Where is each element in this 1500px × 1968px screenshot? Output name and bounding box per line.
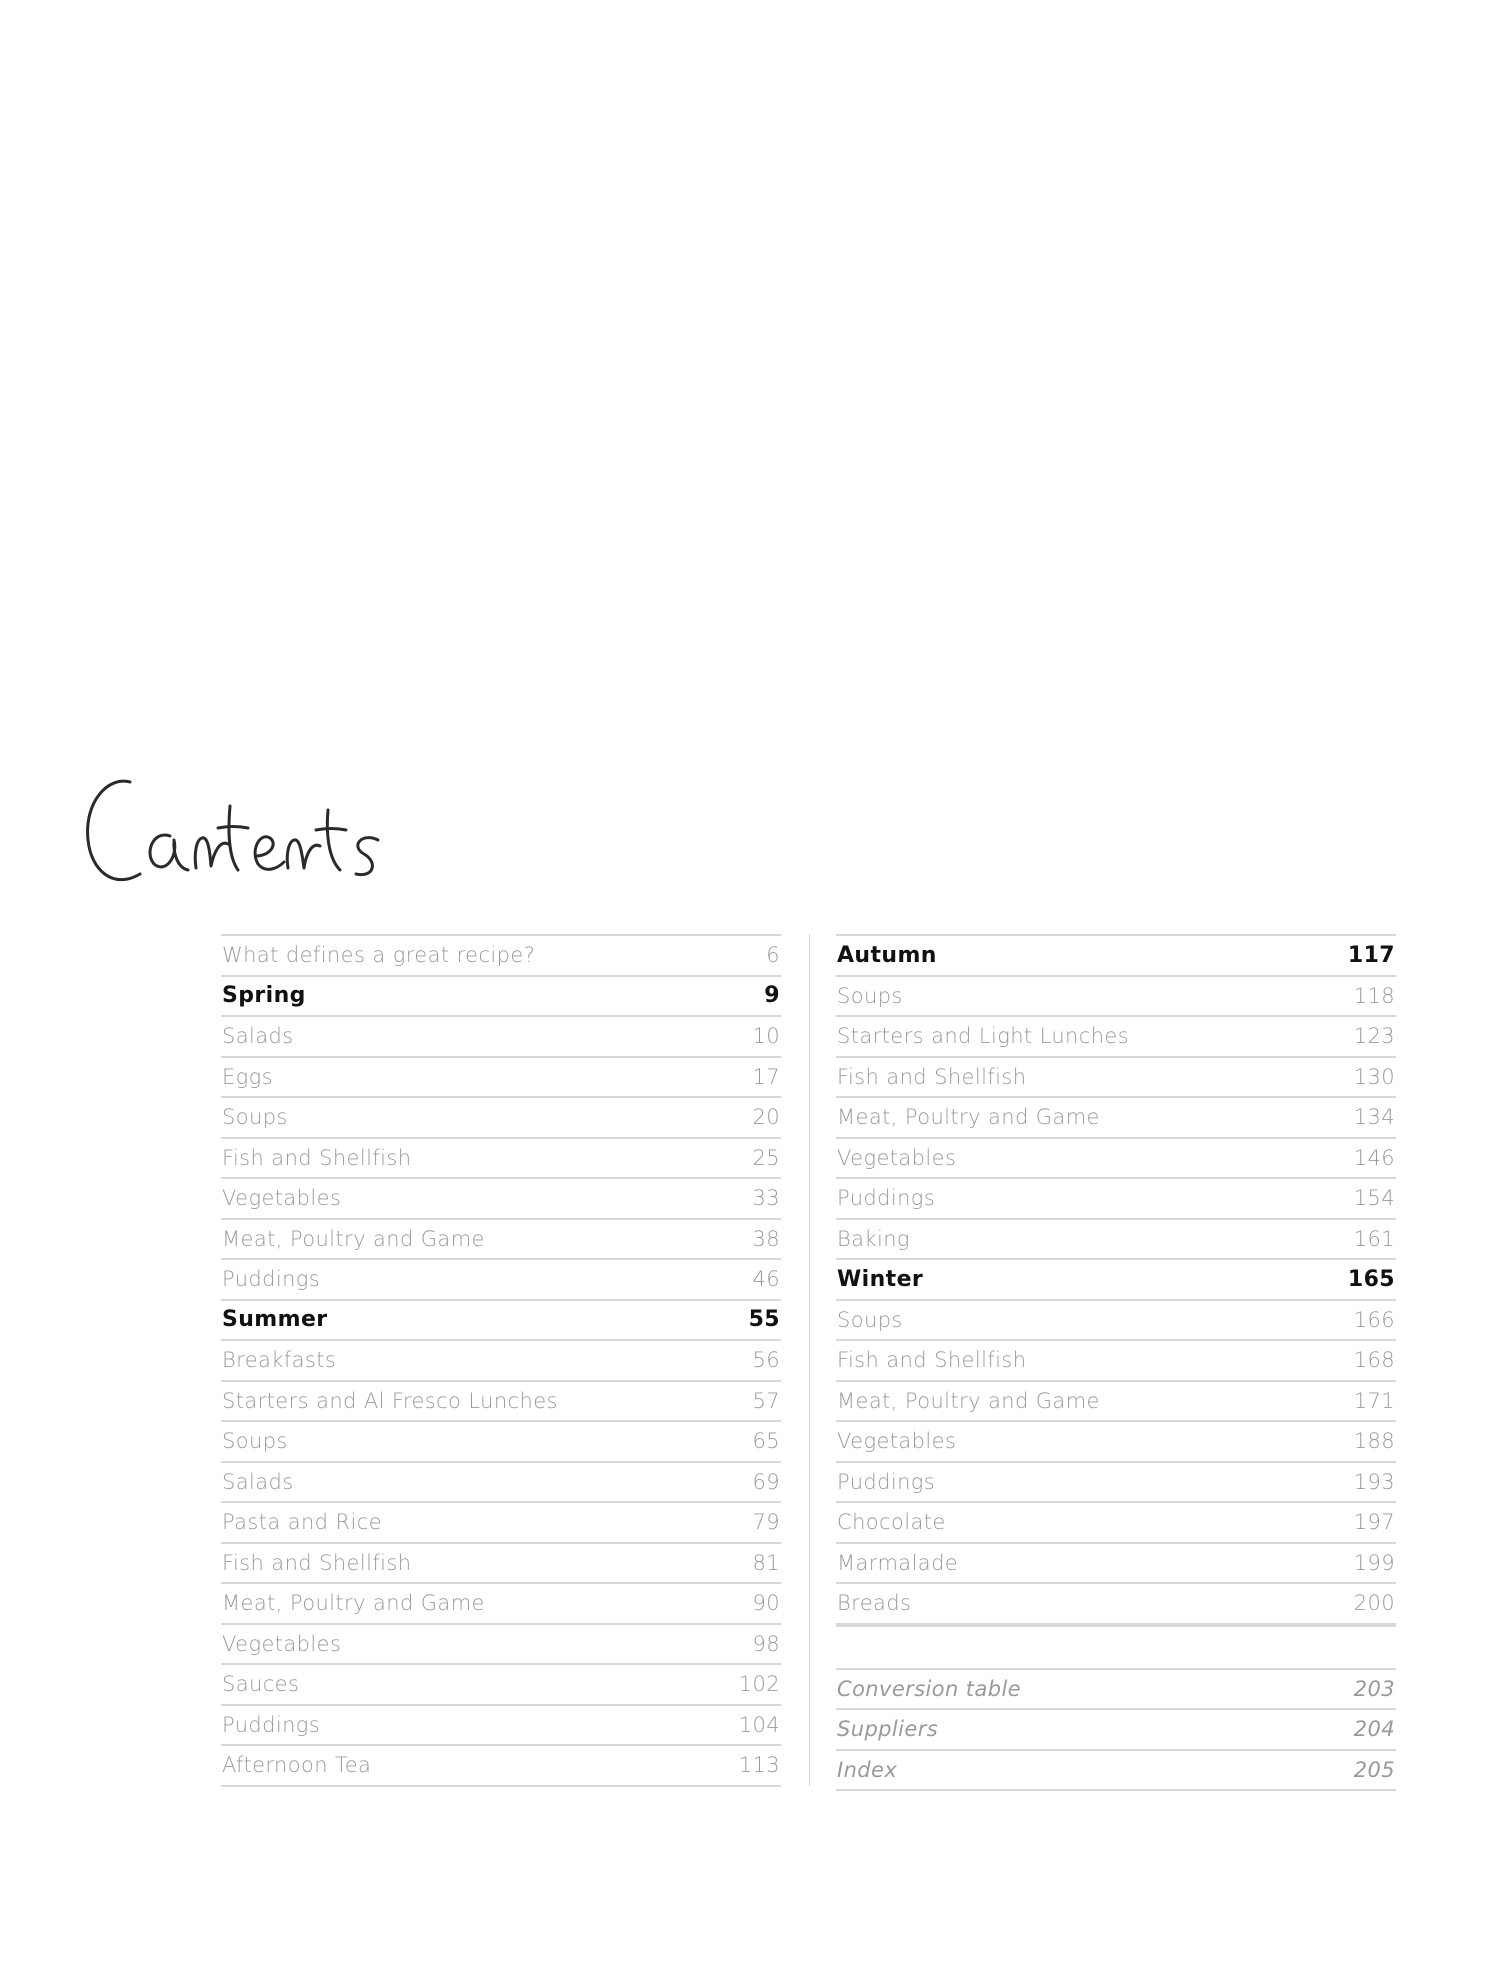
toc-entry-label: Meat, Poultry and Game [222,1591,485,1616]
toc-entry[interactable] [836,1501,1396,1542]
toc-entry-label: Starters and Light Lunches [837,1024,1130,1049]
toc-page-number: 65 [752,1429,780,1454]
toc-entry[interactable] [836,1668,1396,1709]
contents-left-column [221,934,781,1787]
toc-entry-label: Vegetables [222,1631,342,1656]
toc-page-number: 205 [1353,1757,1395,1782]
toc-entry-label: Soups [837,1307,903,1332]
contents-right-column [836,934,1396,1791]
toc-page-number: 46 [752,1267,780,1292]
toc-entry[interactable] [221,1623,781,1664]
toc-page-number: 204 [1353,1717,1395,1742]
toc-page-number: 197 [1353,1510,1395,1535]
toc-entry[interactable] [221,1582,781,1623]
toc-entry-label: Summer [222,1307,328,1333]
contents-handwritten-title [78,770,408,910]
toc-entry[interactable] [836,975,1396,1016]
toc-page-number: 104 [738,1712,780,1737]
toc-entry[interactable] [836,1542,1396,1583]
toc-entry-label: Soups [222,1429,288,1454]
toc-entry[interactable] [836,1339,1396,1380]
toc-page-number: 55 [748,1307,780,1333]
toc-entry[interactable] [221,1704,781,1745]
toc-entry[interactable] [836,1096,1396,1137]
toc-section-heading[interactable] [221,975,781,1016]
toc-entry[interactable] [221,1542,781,1583]
toc-page-number: 90 [752,1591,780,1616]
toc-page-number: 165 [1347,1266,1395,1292]
toc-page-number: 10 [752,1024,780,1049]
toc-entry-label: Suppliers [837,1717,939,1742]
toc-page-number: 20 [752,1105,780,1130]
toc-entry[interactable] [221,1056,781,1097]
toc-entry-label: Sauces [222,1672,300,1697]
toc-section-heading[interactable] [221,1299,781,1340]
toc-entry-label: Baking [837,1226,910,1251]
toc-entry-label: Autumn [837,942,937,968]
toc-entry-label: Salads [222,1469,294,1494]
toc-entry-label: Fish and Shellfish [222,1550,412,1575]
toc-page-number: 123 [1353,1024,1395,1049]
toc-entry[interactable] [836,1461,1396,1502]
column-divider [809,934,810,1786]
toc-entry[interactable] [221,1177,781,1218]
toc-entry[interactable] [836,1420,1396,1461]
toc-entry[interactable] [221,1380,781,1421]
toc-page-number: 161 [1353,1226,1395,1251]
toc-entry[interactable] [836,1299,1396,1340]
toc-entry-label: Soups [837,983,903,1008]
toc-page-number: 130 [1353,1064,1395,1089]
toc-entry[interactable] [221,1744,781,1787]
toc-entry[interactable] [836,1708,1396,1749]
toc-page-number: 25 [752,1145,780,1170]
toc-page-number: 17 [752,1064,780,1089]
toc-page-number: 166 [1353,1307,1395,1332]
toc-page-number: 69 [752,1469,780,1494]
toc-page-number: 154 [1353,1186,1395,1211]
toc-entry[interactable] [221,1015,781,1056]
toc-entry-label: Vegetables [837,1429,957,1454]
toc-entry-label: Marmalade [837,1550,959,1575]
toc-entry[interactable] [221,1258,781,1299]
toc-entry-label: Meat, Poultry and Game [837,1388,1100,1413]
toc-entry[interactable] [836,1137,1396,1178]
toc-page-number: 118 [1353,983,1395,1008]
toc-entry[interactable] [836,1380,1396,1421]
toc-entry[interactable] [221,934,781,975]
toc-entry-label: Fish and Shellfish [222,1145,412,1170]
toc-entry[interactable] [221,1663,781,1704]
toc-page-number: 57 [752,1388,780,1413]
toc-entry-label: Winter [837,1266,924,1292]
toc-entry-label: Breads [837,1591,912,1616]
toc-page-number: 56 [752,1348,780,1373]
toc-page-number: 117 [1347,942,1395,968]
toc-entry-label: Puddings [222,1712,321,1737]
toc-page-number: 81 [752,1550,780,1575]
toc-entry-label: Starters and Al Fresco Lunches [222,1388,558,1413]
toc-entry[interactable] [221,1137,781,1178]
toc-page-number: 38 [752,1226,780,1251]
toc-page-number: 9 [764,983,780,1009]
toc-page-number: 203 [1353,1676,1395,1701]
section-spacer [836,1625,1396,1668]
toc-entry[interactable] [836,1582,1396,1625]
toc-entry-label: Fish and Shellfish [837,1064,1027,1089]
toc-entry-label: Puddings [837,1186,936,1211]
toc-entry-label: Conversion table [837,1676,1021,1701]
toc-entry-label: Soups [222,1105,288,1130]
toc-entry[interactable] [221,1420,781,1461]
toc-page-number: 188 [1353,1429,1395,1454]
toc-entry-label: Puddings [222,1267,321,1292]
toc-entry-label: Breakfasts [222,1348,337,1373]
toc-entry[interactable] [836,1056,1396,1097]
toc-entry-label: Index [837,1757,898,1782]
toc-entry-label: Pasta and Rice [222,1510,382,1535]
toc-page-number: 33 [752,1186,780,1211]
toc-page-number: 79 [752,1510,780,1535]
toc-page-number: 102 [738,1672,780,1697]
toc-entry[interactable] [221,1461,781,1502]
toc-page-number: 134 [1353,1105,1395,1130]
toc-page-number: 146 [1353,1145,1395,1170]
toc-page-number: 98 [752,1631,780,1656]
toc-entry-label: Eggs [222,1064,274,1089]
toc-entry-label: What defines a great recipe? [222,943,536,968]
toc-entry-label: Puddings [837,1469,936,1494]
toc-section-heading[interactable] [836,1258,1396,1299]
toc-entry-label: Vegetables [837,1145,957,1170]
toc-page-number: 200 [1353,1591,1395,1616]
toc-page-number: 6 [766,943,780,968]
toc-entry-label: Afternoon Tea [222,1753,372,1778]
toc-page-number: 113 [738,1753,780,1778]
toc-entry[interactable] [836,1177,1396,1218]
toc-entry[interactable] [221,1339,781,1380]
toc-entry-label: Salads [222,1024,294,1049]
toc-entry-label: Spring [222,983,306,1009]
toc-entry-label: Vegetables [222,1186,342,1211]
toc-entry[interactable] [221,1218,781,1259]
toc-page-number: 168 [1353,1348,1395,1373]
toc-page-number: 193 [1353,1469,1395,1494]
toc-entry-label: Fish and Shellfish [837,1348,1027,1373]
toc-entry[interactable] [836,1015,1396,1056]
toc-entry[interactable] [836,1749,1396,1792]
toc-section-heading[interactable] [836,934,1396,975]
toc-entry[interactable] [221,1501,781,1542]
toc-entry-label: Chocolate [837,1510,946,1535]
toc-entry[interactable] [221,1096,781,1137]
toc-entry[interactable] [836,1218,1396,1259]
toc-entry-label: Meat, Poultry and Game [837,1105,1100,1130]
toc-page-number: 199 [1353,1550,1395,1575]
toc-entry-label: Meat, Poultry and Game [222,1226,485,1251]
toc-page-number: 171 [1353,1388,1395,1413]
